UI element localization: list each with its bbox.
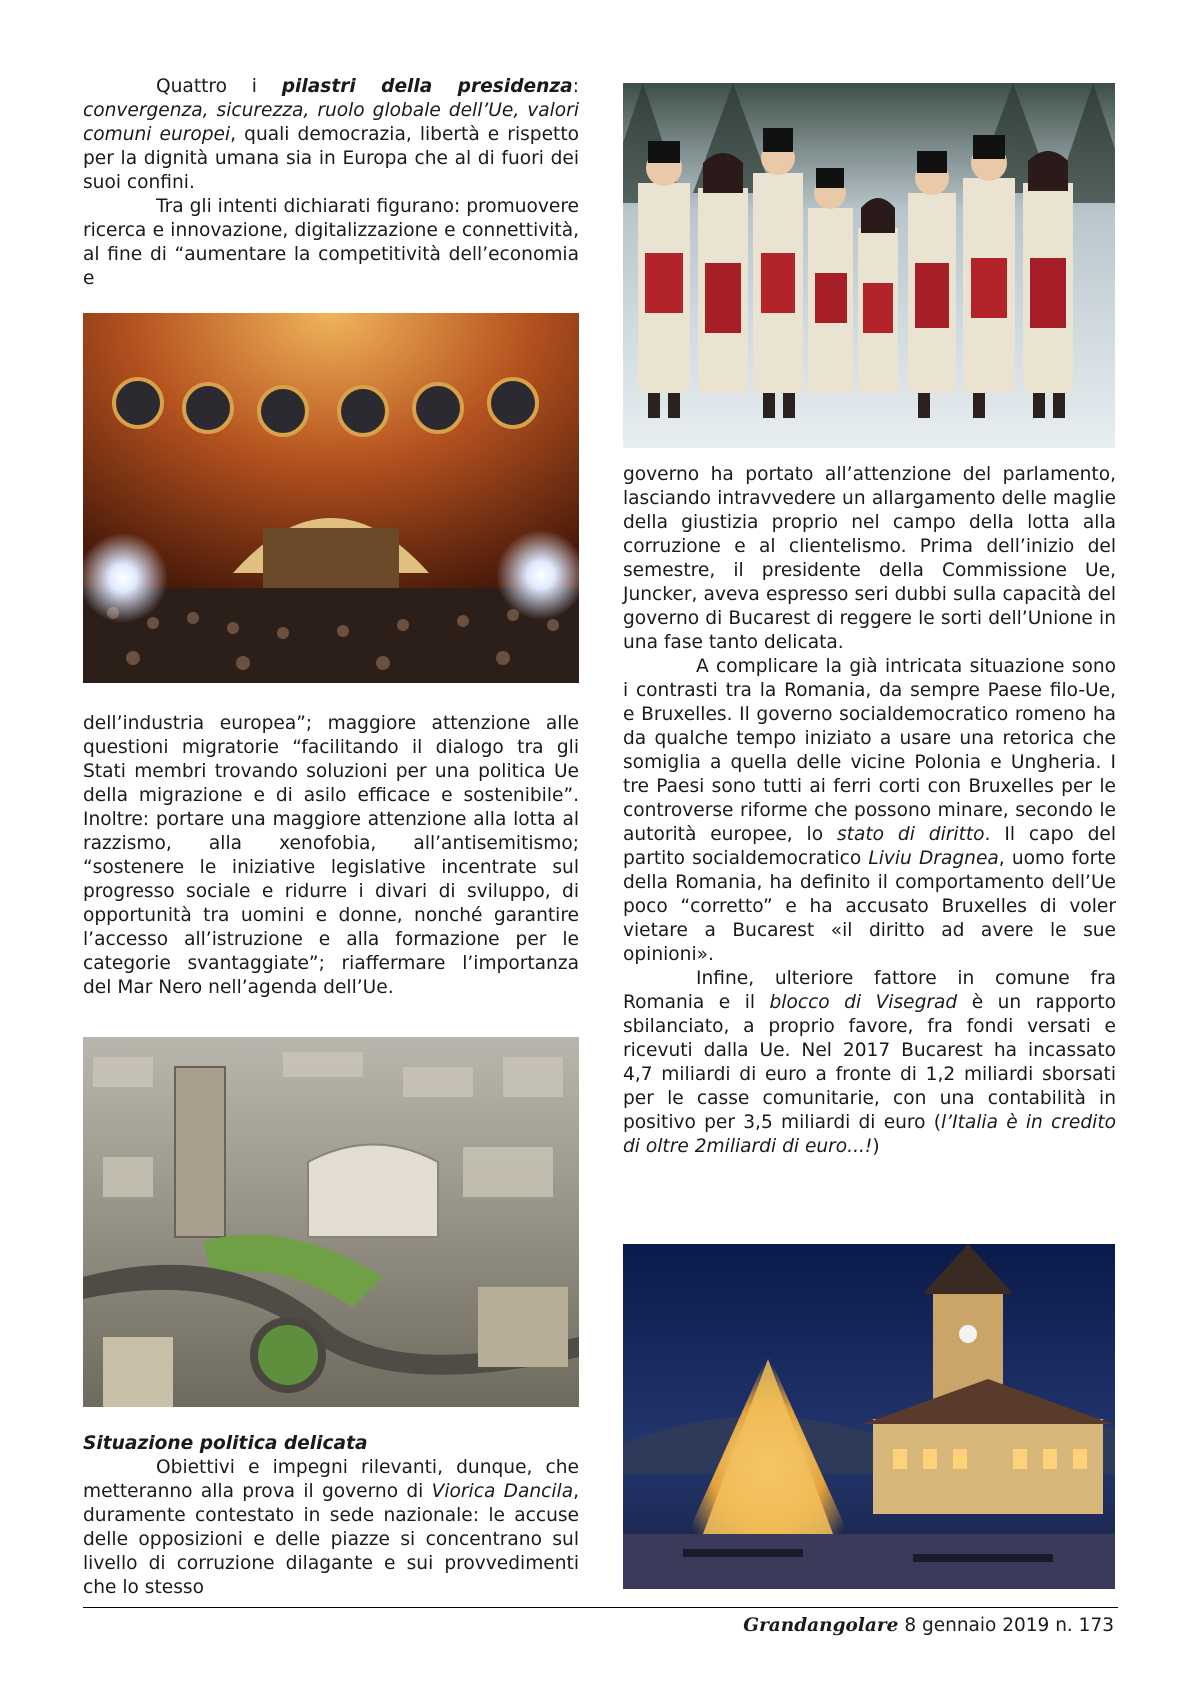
photo-bucharest-aerial	[83, 1037, 579, 1407]
photo-children-folk-costumes	[623, 83, 1115, 448]
magazine-name: Grandangolare	[743, 1615, 899, 1636]
paragraph-governo: governo ha portato all’attenzione del parlamento, lasciando intravvedere un allargamento delle maglie della giustizia proprio nel campo della lotta alla corruzione e al clientelismo. Prima dell’inizio del semestre, il presidente della Commissione Ue, Juncker, aveva espresso seri dubbi sulla capacità del governo di Bucarest di reggere le sorti dell’Unione in una fase tanto delicata.	[623, 464, 1116, 653]
paragraph-pilastri: Quattro i pilastri della presidenza: convergenza, sicurezza, ruolo globale dell’Ue, valori comuni europei, quali democrazia, libertà e rispetto per la dignità umana sia in Europa che al di fuori dei suoi confini.	[83, 76, 579, 193]
text-block-1	[83, 75, 579, 291]
text-block-3	[83, 1432, 579, 1600]
paragraph-infine: Infine, ulteriore fattore in comune fra Romania e il blocco di Visegrad è un rapporto sbilanciato, a proprio favore, fra fondi versati e ricevuti dalla Ue. Nel 2017 Bucarest ha incassato 4,7 miliardi di euro a fronte di 1,2 miliardi sborsati per le casse comunitarie, con una contabilità in positivo per 3,5 miliardi di euro (l’Italia è in credito di oltre 2miliardi di euro...!)	[623, 968, 1116, 1157]
photo-brasov-christmas-tree	[623, 1244, 1115, 1589]
paragraph-obiettivi: Obiettivi e impegni rilevanti, dunque, che metteranno alla prova il governo di Viorica Dancila, duramente contestato in sede nazionale: le accuse delle opposizioni e delle piazze si concentrano sul livello di corruzione dilagante e sui provvedimenti che lo stesso	[83, 1457, 580, 1598]
paragraph-complicare: A complicare la già intricata situazione sono i contrasti tra la Romania, da sempre Paese filo-Ue, e Bruxelles. Il governo socialdemocratico romeno ha da qualche tempo iniziato a usare una retorica che somiglia a quella delle vicine Polonia e Ungheria. I tre Paesi sono tutti ai ferri corti con Bruxelles per le controverse riforme che possono minare, secondo le autorità europee, lo stato di diritto. Il capo del partito socialdemocratico Liviu Dragnea, uomo forte della Romania, ha definito il comportamento dell’Ue poco “corretto” e ha accusato Bruxelles di voler vietare a Bucarest «il diritto ad avere le sue opinioni».	[623, 656, 1116, 965]
photo-ateneul-concert-hall	[83, 313, 579, 683]
page-footer	[743, 1615, 1114, 1636]
section-heading: Situazione politica delicata	[83, 1433, 368, 1454]
footer-rule	[83, 1607, 1118, 1608]
text-block-4	[623, 463, 1116, 1159]
text-block-2	[83, 712, 579, 1000]
issue-info: 8 gennaio 2019 n. 173	[904, 1615, 1114, 1636]
paragraph-intenti: Tra gli intenti dichiarati figurano: promuovere ricerca e innovazione, digitalizzazione e connettività, al fine di “aumentare la competitività dell’economia e	[83, 196, 579, 289]
paragraph-industria: dell’industria europea”; maggiore attenzione alle questioni migratorie “facilitando il dialogo tra gli Stati membri trovando soluzioni per una politica Ue della migrazione e di asilo efficace e sostenibile”. Inoltre: portare una maggiore attenzione alla lotta al razzismo, alla xenofobia, all’antisemitismo; “sostenere le iniziative legislative incentrate sul progresso sociale e ridurre i divari di sviluppo, di opportunità tra uomini e donne, nonché garantire l’accesso all’istruzione e alla formazione per le categorie svantaggiate”; riaffermare l’importanza del Mar Nero nell’agenda dell’Ue.	[83, 713, 579, 998]
